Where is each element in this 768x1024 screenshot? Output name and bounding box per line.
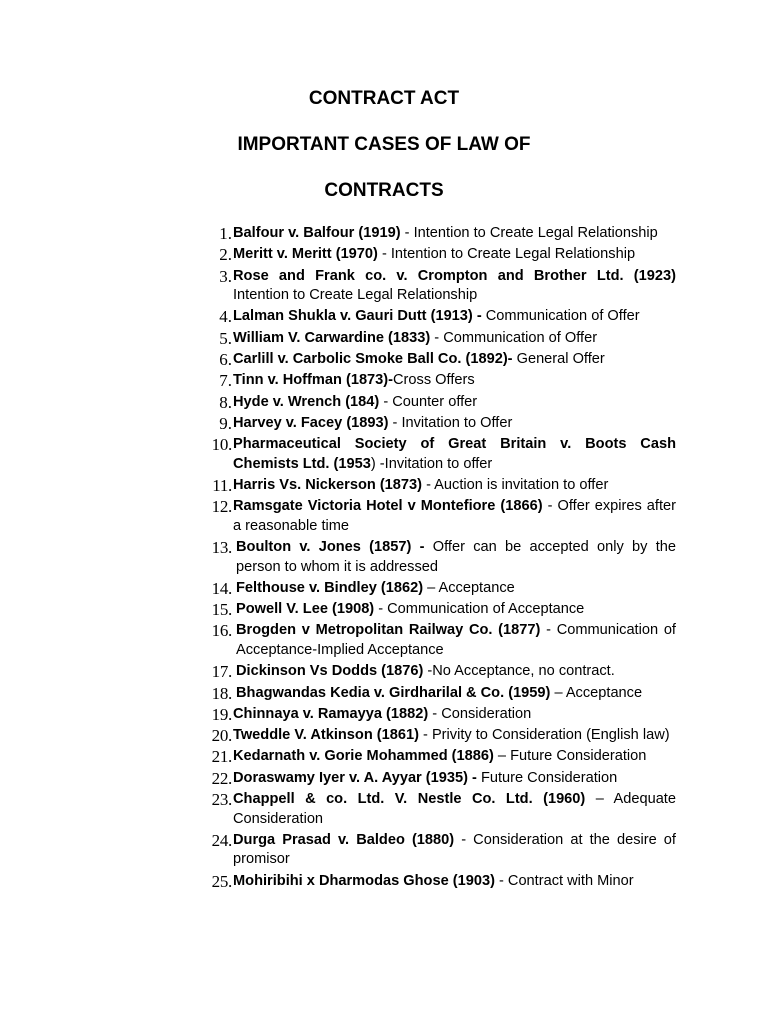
case-name: Bhagwandas Kedia v. Girdharilal & Co. (1959) xyxy=(236,684,551,701)
case-entry xyxy=(232,224,676,244)
case-name: Pharmaceutical Society of Great Britain v. Boots Cash Chemists Ltd. (1953 xyxy=(233,436,676,472)
case-principle: - Consideration at the desire of promisor xyxy=(233,831,676,868)
case-number: 7. xyxy=(219,371,232,391)
case-principle: Communication of Offer xyxy=(481,308,640,325)
case-name: Powell V. Lee (1908) xyxy=(236,601,375,618)
case-number: 8. xyxy=(219,392,232,412)
case-name: Chinnaya v. Ramayya (1882) xyxy=(233,705,429,722)
case-principle: – Adequate Consideration xyxy=(233,791,676,827)
case-entry xyxy=(232,538,676,577)
case-name: Kedarnath v. Gorie Mohammed (1886) xyxy=(233,748,494,765)
case-number: 4. xyxy=(219,307,232,327)
list-item xyxy=(204,476,676,496)
case-name: Meritt v. Meritt (1970) xyxy=(233,246,378,263)
case-number: 23. xyxy=(211,790,232,810)
list-item xyxy=(204,350,676,370)
case-entry xyxy=(232,393,676,413)
case-number: 13. xyxy=(211,538,232,558)
case-entry xyxy=(232,662,676,682)
case-name: Boulton v. Jones (1857) - xyxy=(236,539,425,556)
case-principle: ) -Invitation to offer xyxy=(370,455,493,472)
case-principle: Future Consideration xyxy=(476,769,618,786)
case-principle: Intention to Create Legal Relationship xyxy=(233,287,478,304)
case-name: Brogden v Metropolitan Railway Co. (1877) xyxy=(236,622,541,639)
case-name: Ramsgate Victoria Hotel v Montefiore (1866) xyxy=(233,498,543,515)
list-item xyxy=(204,245,676,265)
case-number: 11. xyxy=(212,475,232,495)
case-name: Chappell & co. Ltd. V. Nestle Co. Ltd. (1960) xyxy=(233,791,586,808)
list-item xyxy=(204,872,676,892)
case-principle: General Offer xyxy=(512,350,605,367)
case-principle: - Counter offer xyxy=(379,393,478,410)
case-number: 14. xyxy=(211,578,232,598)
case-principle: - Auction is invitation to offer xyxy=(422,476,609,493)
case-number: 3. xyxy=(219,266,232,286)
list-item xyxy=(204,329,676,349)
case-entry xyxy=(232,371,676,391)
case-entry xyxy=(232,872,676,892)
case-name: Durga Prasad v. Baldeo (1880) xyxy=(233,831,455,848)
case-entry xyxy=(232,747,676,767)
case-name: Harvey v. Facey (1893) xyxy=(233,414,389,431)
case-name: Tinn v. Hoffman (1873)- xyxy=(233,372,394,389)
case-entry xyxy=(232,267,676,306)
case-name: Rose and Frank co. v. Crompton and Brother Ltd. (1923) xyxy=(233,267,676,284)
case-name: Hyde v. Wrench (184) xyxy=(233,393,380,410)
document-title: CONTRACT ACT xyxy=(308,88,460,109)
case-list xyxy=(204,224,676,893)
case-entry xyxy=(232,684,676,704)
case-principle: - Communication of Offer xyxy=(430,329,598,346)
case-number: 18. xyxy=(211,683,232,703)
case-principle: - Privity to Consideration (English law) xyxy=(418,727,670,744)
list-item xyxy=(204,307,676,327)
case-number: 6. xyxy=(219,349,232,369)
list-item xyxy=(204,435,676,474)
list-item xyxy=(204,726,676,746)
document-subtitle-line-1: IMPORTANT CASES OF LAW OF xyxy=(237,134,531,155)
case-number: 24. xyxy=(211,830,232,850)
case-number: 21. xyxy=(211,747,232,767)
case-number: 20. xyxy=(211,726,232,746)
case-entry xyxy=(232,705,676,725)
case-number: 25. xyxy=(211,871,232,891)
list-item xyxy=(204,684,676,704)
case-name: Doraswamy Iyer v. A. Ayyar (1935) - xyxy=(233,769,477,786)
case-entry xyxy=(232,329,676,349)
list-item xyxy=(204,414,676,434)
case-entry xyxy=(232,726,676,746)
case-entry xyxy=(232,831,676,870)
case-principle: Offer can be accepted only by the person to whom it is addressed xyxy=(236,539,677,575)
case-name: Felthouse v. Bindley (1862) xyxy=(236,579,424,596)
case-number: 1. xyxy=(219,224,232,243)
case-entry xyxy=(232,307,676,327)
case-principle: - Communication of Acceptance-Implied Acceptance xyxy=(236,622,676,658)
case-principle: – Future Consideration xyxy=(493,748,647,765)
case-principle: – Acceptance xyxy=(423,579,515,596)
list-item xyxy=(204,600,676,620)
case-name: Carlill v. Carbolic Smoke Ball Co. (1892)- xyxy=(233,350,513,367)
case-entry xyxy=(232,350,676,370)
list-item xyxy=(204,769,676,789)
case-principle: - Contract with Minor xyxy=(494,872,634,889)
list-item xyxy=(204,579,676,599)
case-entry xyxy=(232,579,676,599)
case-entry xyxy=(232,621,676,660)
case-entry xyxy=(232,600,676,620)
case-name: Balfour v. Balfour (1919) xyxy=(233,225,401,241)
case-name: William V. Carwardine (1833) xyxy=(233,329,431,346)
case-principle: - Offer expires after a reasonable time xyxy=(233,498,676,534)
list-item xyxy=(204,790,676,829)
case-name: Lalman Shukla v. Gauri Dutt (1913) - xyxy=(233,308,482,325)
list-item xyxy=(204,662,676,682)
case-number: 12. xyxy=(211,497,232,517)
case-entry xyxy=(232,497,676,536)
list-item xyxy=(204,267,676,306)
list-item xyxy=(204,224,676,244)
case-entry xyxy=(232,790,676,829)
case-entry xyxy=(232,435,676,474)
list-item xyxy=(204,371,676,391)
list-item xyxy=(204,621,676,660)
case-name: Harris Vs. Nickerson (1873) xyxy=(233,476,423,493)
case-principle: - Invitation to Offer xyxy=(388,414,513,431)
case-principle: - Communication of Acceptance xyxy=(374,601,585,618)
case-principle: Cross Offers xyxy=(393,372,475,389)
case-number: 15. xyxy=(211,600,232,620)
case-principle: - Intention to Create Legal Relationship xyxy=(400,225,658,241)
case-entry xyxy=(232,476,676,496)
case-number: 5. xyxy=(219,328,232,348)
list-item xyxy=(204,705,676,725)
case-number: 10. xyxy=(211,435,232,455)
list-item xyxy=(204,497,676,536)
case-principle: - Intention to Create Legal Relationship xyxy=(377,246,636,263)
document-subtitle-line-2: CONTRACTS xyxy=(324,180,444,201)
list-item xyxy=(204,538,676,577)
case-number: 17. xyxy=(211,662,232,682)
case-name: Tweddle V. Atkinson (1861) xyxy=(233,727,419,744)
case-entry xyxy=(232,769,676,789)
list-item xyxy=(204,747,676,767)
list-item xyxy=(204,393,676,413)
case-name: Mohiribihi x Dharmodas Ghose (1903) xyxy=(233,872,495,889)
case-entry xyxy=(232,245,676,265)
case-principle: – Acceptance xyxy=(550,684,643,701)
case-number: 16. xyxy=(211,621,232,641)
case-principle: -No Acceptance, no contract. xyxy=(423,663,615,680)
case-number: 22. xyxy=(211,768,232,788)
case-entry xyxy=(232,414,676,434)
case-number: 9. xyxy=(219,413,232,433)
list-item xyxy=(204,831,676,870)
case-number: 19. xyxy=(211,704,232,724)
case-number: 2. xyxy=(219,245,232,265)
case-name: Dickinson Vs Dodds (1876) xyxy=(236,663,424,680)
case-principle: - Consideration xyxy=(428,705,532,722)
